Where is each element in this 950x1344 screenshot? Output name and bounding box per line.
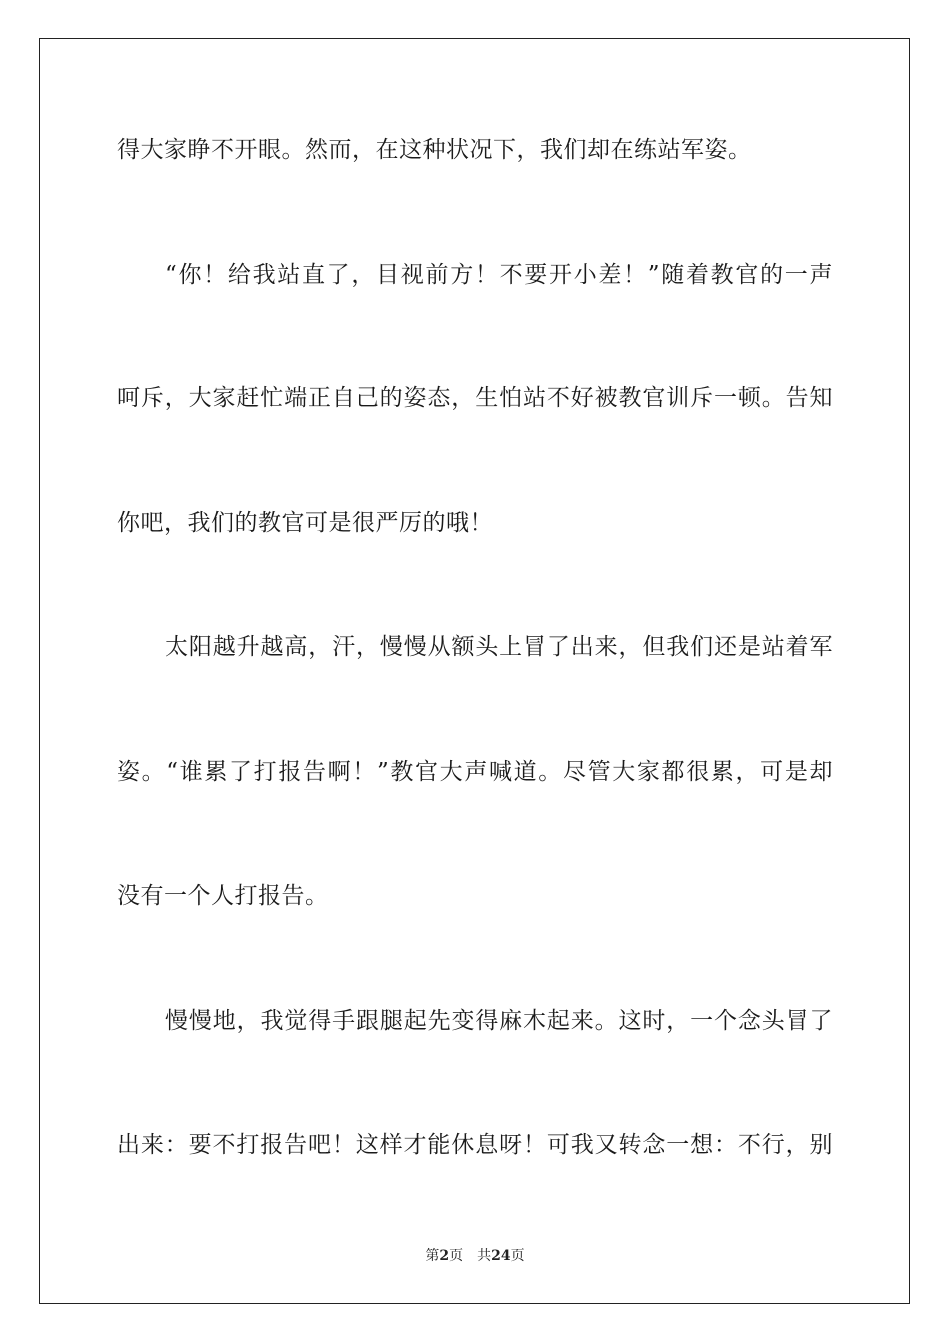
- text-line: 呵斥，大家赶忙端正自己的姿态，生怕站不好被教官训斥一顿。告知: [117, 385, 833, 411]
- page-border: [39, 38, 910, 1304]
- text-line: 得大家睁不开眼。然而，在这种状况下，我们却在练站军姿。: [117, 137, 752, 163]
- text-line: 慢慢地，我觉得手跟腿起先变得麻木起来。这时，一个念头冒了: [165, 1008, 833, 1034]
- total-pages-prefix: 共: [477, 1248, 492, 1264]
- page-number-suffix: 页: [449, 1248, 464, 1264]
- text-line: 没有一个人打报告。: [117, 883, 329, 909]
- page-footer: [0, 1246, 950, 1266]
- text-line: 你吧，我们的教官可是很严厉的哦！: [117, 510, 493, 536]
- page-number-prefix: 第: [425, 1248, 440, 1264]
- text-line: “你！给我站直了，目视前方！不要开小差！”随着教官的一声: [165, 262, 833, 288]
- text-line: 姿。“谁累了打报告啊！”教官大声喊道。尽管大家都很累，可是却: [117, 759, 833, 785]
- current-page-number: 2: [439, 1248, 450, 1264]
- total-page-count: 24: [491, 1248, 511, 1264]
- text-line: 出来：要不打报告吧！这样才能休息呀！可我又转念一想：不行，别: [117, 1132, 833, 1158]
- total-pages-suffix: 页: [510, 1248, 525, 1264]
- text-line: 太阳越升越高，汗，慢慢从额头上冒了出来，但我们还是站着军: [165, 634, 833, 660]
